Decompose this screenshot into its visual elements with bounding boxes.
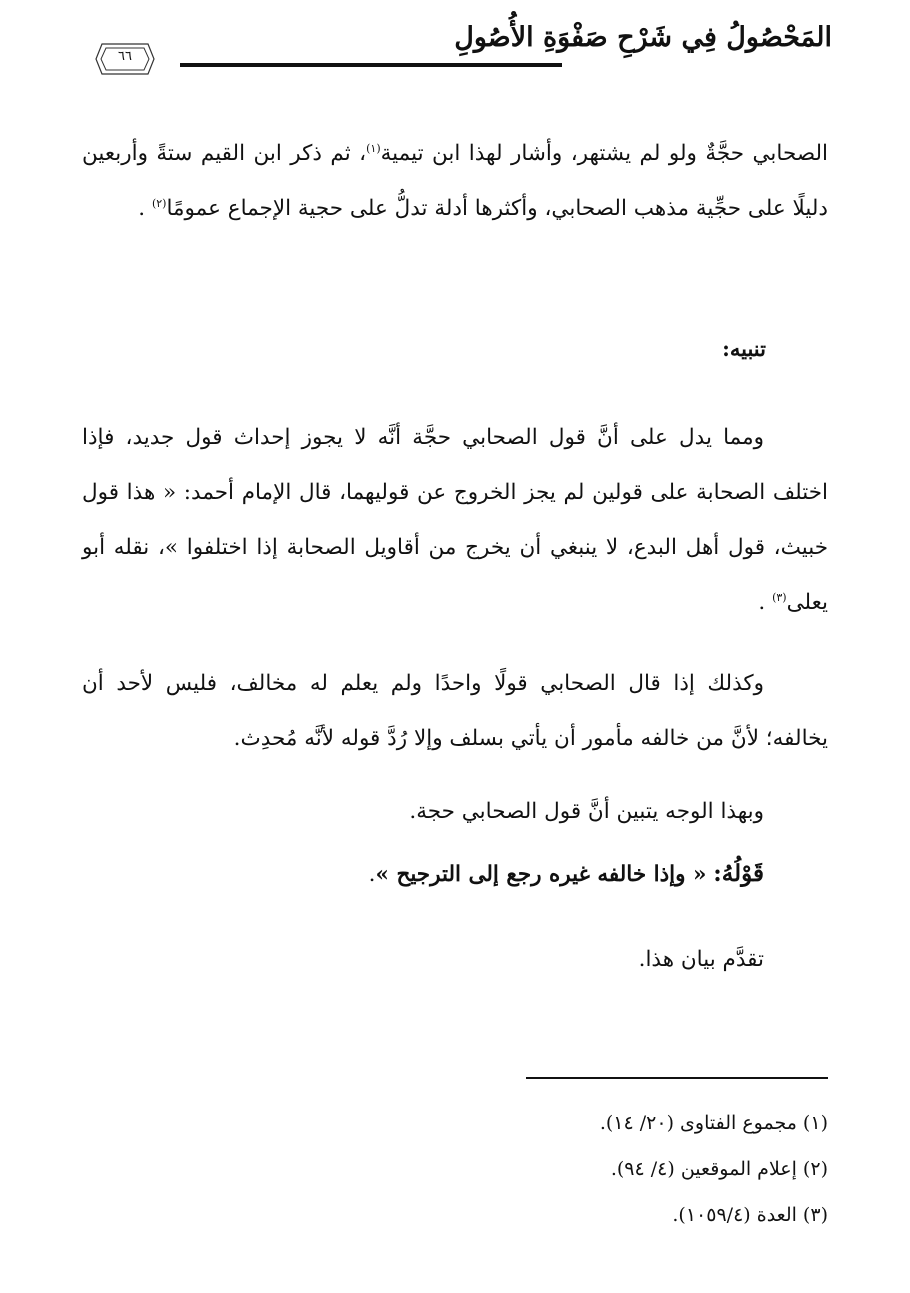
paragraph-6-text: تقدَّم بيان هذا. [638,947,764,972]
page-number-frame [94,40,156,78]
note-heading: تنبيه: [722,336,766,361]
paragraph-1-text-a: الصحابي حجَّةٌ ولو لم يشتهر، وأشار لهذا ابن تيمية [380,141,828,166]
paragraph-2-text-a: ومما يدل على أنَّ قول الصحابي حجَّة أنَّه لا يجوز إحداث قول جديد، فإذا اختلف الصحابة على قولين لم يجز الخروج عن قوليهما، قال الإمام أحمد: « هذا قول خبيث، قول أهل البدع، لا ينبغي أن يخرج من أقاويل الصحابة إذا اختلفوا »، نقله أبو يعلى [82,425,828,615]
paragraph-5 [82,846,828,902]
footnote-ref-1[interactable]: (١) [366,141,381,155]
paragraph-6 [82,932,828,987]
running-header-title: المَحْصُولُ فِي شَرْحِ صَفْوَةِ الأُصُولِ [454,22,832,53]
footnote-3: (٣) العدة (١٠٥٩/٤). [672,1204,828,1226]
footnote-ref-2[interactable]: (٢) [151,196,167,210]
paragraph-4-text: وبهذا الوجه يتبين أنَّ قول الصحابي حجة. [409,799,764,824]
paragraph-2-text-b: . [758,590,766,615]
qawluhu-label: قَوْلُهُ: [713,860,764,887]
page-number: ٦٦ [118,49,132,64]
paragraph-4 [82,784,828,839]
footnotes [600,1100,828,1238]
paragraph-1-text-b: ، ثم ذكر ابن القيم ستةً وأربعين دليلًا على حجِّية مذهب الصحابي، وأكثرها أدلة تدلُّ على حجية الإجماع عمومًا [82,141,828,221]
matn-quote: « وإذا خالفه غيره رجع إلى الترجيح » [375,862,707,887]
footnote-1: (١) مجموع الفتاوى (٢٠/ ١٤). [599,1112,828,1134]
header-rule [180,63,562,67]
paragraph-1-text-c: . [138,196,146,221]
paragraph-2 [82,410,828,630]
footnote-2: (٢) إعلام الموقعين (٤/ ٩٤). [610,1158,828,1180]
footnote-separator [526,1077,828,1079]
paragraph-1 [82,126,828,236]
paragraph-3-text: وكذلك إذا قال الصحابي قولًا واحدًا ولم يعلم له مخالف، فليس لأحد أن يخالفه؛ لأنَّ من خالفه مأمور أن يأتي بسلف وإلا رُدَّ قوله لأنَّه مُحدِث. [82,671,828,751]
footnote-ref-3[interactable]: (٣) [772,590,787,604]
paragraph-5-end: . [368,862,376,887]
paragraph-3 [82,656,828,766]
